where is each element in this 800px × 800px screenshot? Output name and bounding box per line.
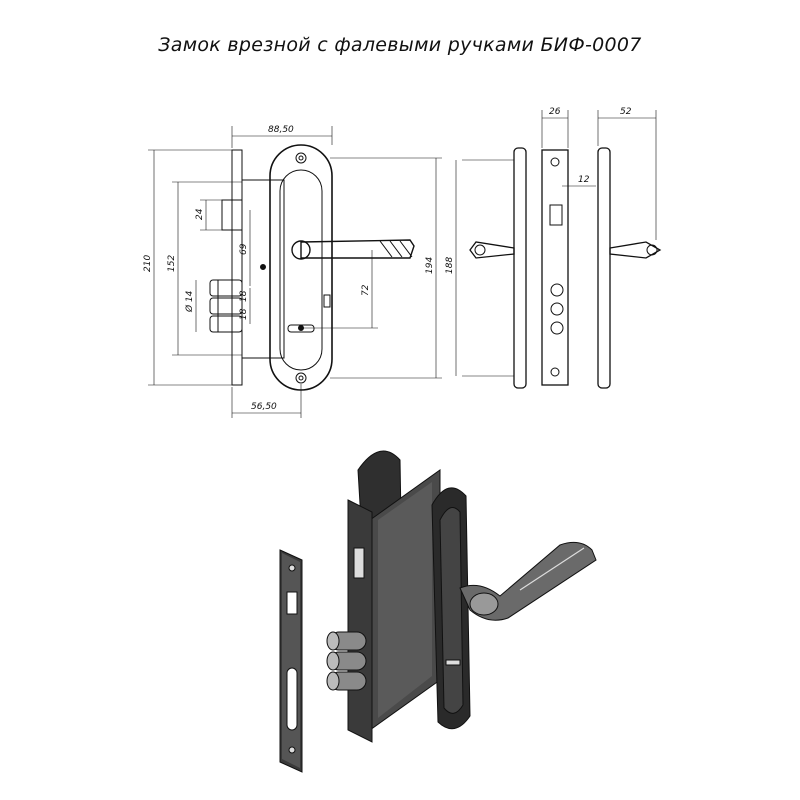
handle-lever <box>292 240 414 259</box>
escutcheon-outer <box>270 145 332 390</box>
dim-18a: 18 <box>239 290 249 302</box>
escutcheon-inner <box>280 170 322 370</box>
dim-18b: 18 <box>239 308 249 320</box>
drawing-title: Замок врезной с фалевыми ручками БИФ-0007 <box>158 34 642 56</box>
dim-88-50: 88,50 <box>268 125 294 135</box>
dim-210: 210 <box>143 254 153 272</box>
dim-12: 12 <box>578 175 590 185</box>
dim-194: 194 <box>425 256 435 274</box>
side-view <box>456 110 660 388</box>
iso-handle-lever <box>460 542 596 620</box>
dim-72: 72 <box>361 284 371 296</box>
keyhole <box>288 325 314 332</box>
dim-24: 24 <box>195 208 205 220</box>
front-view <box>148 126 442 418</box>
iso-deadbolts <box>327 632 366 690</box>
dim-diam-14: Ø 14 <box>185 290 195 312</box>
dim-26: 26 <box>549 107 561 117</box>
dim-152: 152 <box>167 254 177 272</box>
isometric-view <box>280 451 596 772</box>
faceplate-outline <box>232 150 242 385</box>
dim-188: 188 <box>445 256 455 274</box>
dim-69: 69 <box>239 243 249 255</box>
dim-52: 52 <box>620 107 632 117</box>
dim-56-50: 56,50 <box>251 402 277 412</box>
